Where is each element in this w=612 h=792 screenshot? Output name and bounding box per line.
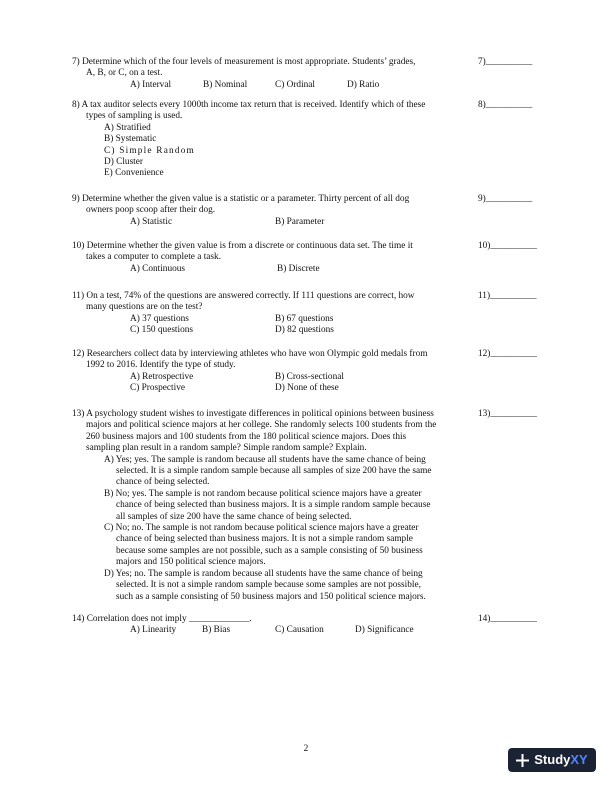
options-row — [72, 325, 472, 336]
option-line: chance of being selected than business majors. It is not a simple random sample — [116, 534, 413, 545]
option-line: because some samples are not possible, such as a sample consisting of 50 business — [116, 545, 423, 556]
option-line: A) Yes; yes. The sample is random because all students have the same chance of being — [104, 454, 426, 465]
answer-blank-14: 14)__________ — [478, 614, 537, 624]
option-c: C) Simple Random — [104, 145, 195, 156]
option-c: C) Causation — [275, 625, 324, 636]
plus-icon — [516, 754, 529, 767]
page-number: 2 — [303, 744, 309, 754]
question-stem-line: 9) Determine whether the given value is a statistic or a parameter. Thirty percent of all dog — [72, 194, 410, 204]
answer-blank-13: 13)__________ — [478, 409, 537, 419]
option-d: D) 82 questions — [275, 325, 334, 336]
question-stem-line: owners poop scoop after their dog. — [86, 205, 216, 216]
option-line: majors and 150 political science majors. — [116, 557, 266, 568]
question-13 — [72, 409, 472, 603]
option-c: C) Ordinal — [275, 79, 316, 90]
answer-blank-9: 9)__________ — [478, 194, 533, 204]
question-stem-line: 13) A psychology student wishes to investigate differences in political opinions between business — [72, 409, 434, 419]
studyxy-logo[interactable] — [508, 748, 596, 772]
options-row — [72, 314, 472, 325]
question-stem-line: many questions are on the test? — [86, 302, 203, 313]
option-b: B) 67 questions — [275, 313, 334, 324]
question-stem-line: majors and political science majors at her college. She randomly selects 100 students from the — [86, 420, 437, 431]
question-10 — [72, 241, 472, 275]
question-stem-line: 8) A tax auditor selects every 1000th income tax return that is received. Identify which of these — [72, 100, 426, 110]
option-d — [72, 569, 472, 603]
option-line: D) Yes; no. The sample is random because all students have the same chance of being — [104, 568, 423, 579]
option-c: C) Prospective — [130, 383, 185, 394]
option-c: C) 150 questions — [130, 325, 194, 336]
options-list — [72, 123, 472, 180]
option-b: B) Cross-sectional — [275, 371, 344, 382]
option-line: chance of being selected than business majors. It is a simple random sample because — [116, 500, 431, 511]
question-12 — [72, 349, 472, 395]
option-a: A) 37 questions — [130, 313, 189, 324]
question-14 — [72, 614, 472, 637]
option-b: B) Bias — [202, 625, 231, 636]
option-line: all samples of size 200 have the same chance of being selected. — [116, 511, 352, 522]
option-d: D) Ratio — [347, 79, 380, 90]
option-d: D) Cluster — [104, 157, 143, 168]
option-b: B) Parameter — [275, 216, 325, 227]
option-b: B) Discrete — [277, 263, 320, 274]
option-line: such as a sample consisting of 50 business majors and 150 political science majors. — [116, 591, 426, 602]
options-row — [72, 372, 472, 383]
answer-blank-8: 8)__________ — [478, 100, 533, 110]
option-a — [72, 455, 472, 489]
option-a: A) Interval — [130, 79, 172, 90]
answer-blank-11: 11)__________ — [478, 291, 537, 301]
option-line: B) No; yes. The sample is not random because political science majors have a greater — [104, 488, 422, 499]
option-line: selected. It is not a simple random sample because some samples are not possible, — [116, 580, 421, 591]
question-stem-line: types of sampling is used. — [86, 111, 183, 122]
question-stem-line: takes a computer to complete a task. — [86, 252, 222, 263]
options-row — [72, 264, 472, 275]
question-9 — [72, 194, 472, 228]
option-d: D) Significance — [355, 625, 414, 636]
option-a: A) Linearity — [130, 625, 177, 636]
option-a: A) Stratified — [104, 122, 151, 133]
question-stem-line: A, B, or C, on a test. — [86, 68, 163, 79]
option-b: B) Systematic — [104, 134, 157, 145]
option-a: A) Statistic — [130, 216, 173, 227]
answer-blank-7: 7)__________ — [478, 57, 533, 67]
question-8 — [72, 100, 472, 180]
question-7 — [72, 57, 472, 91]
options-row — [72, 80, 472, 91]
options-row — [72, 625, 472, 636]
question-stem-line: 11) On a test, 74% of the questions are answered correctly. If 111 questions are correct, how — [72, 291, 415, 301]
option-line: C) No; no. The sample is not random because political science majors have a greater — [104, 523, 419, 534]
question-stem-line: 260 business majors and 100 students from the 180 political science majors. Does this — [86, 431, 407, 442]
option-b: B) Nominal — [203, 79, 248, 90]
logo-text: StudyXY — [534, 752, 588, 768]
question-stem-line: 10) Determine whether the given value is from a discrete or continuous data set. The time it — [72, 241, 413, 251]
question-11 — [72, 291, 472, 337]
question-stem-line: 14) Correlation does not imply _____________. — [72, 614, 252, 624]
option-e: E) Convenience — [104, 168, 164, 179]
answer-blank-10: 10)__________ — [478, 241, 537, 251]
options-row — [72, 383, 472, 394]
question-stem-line: 7) Determine which of the four levels of measurement is most appropriate. Students’ grades, — [72, 57, 416, 67]
option-c — [72, 523, 472, 569]
question-stem-line: 1992 to 2016. Identify the type of study. — [86, 360, 236, 371]
option-a: A) Retrospective — [130, 371, 194, 382]
option-b — [72, 489, 472, 523]
options-row — [72, 217, 472, 228]
question-stem-line: sampling plan result in a random sample? Simple random sample? Explain. — [86, 443, 367, 454]
question-stem-line: 12) Researchers collect data by interviewing athletes who have won Olympic gold medals from — [72, 349, 428, 359]
option-a: A) Continuous — [130, 263, 186, 274]
option-line: selected. It is a simple random sample because all samples of size 200 have the same — [116, 466, 432, 477]
option-d: D) None of these — [275, 383, 339, 394]
option-line: chance of being selected. — [116, 477, 210, 488]
answer-blank-12: 12)__________ — [478, 349, 537, 359]
